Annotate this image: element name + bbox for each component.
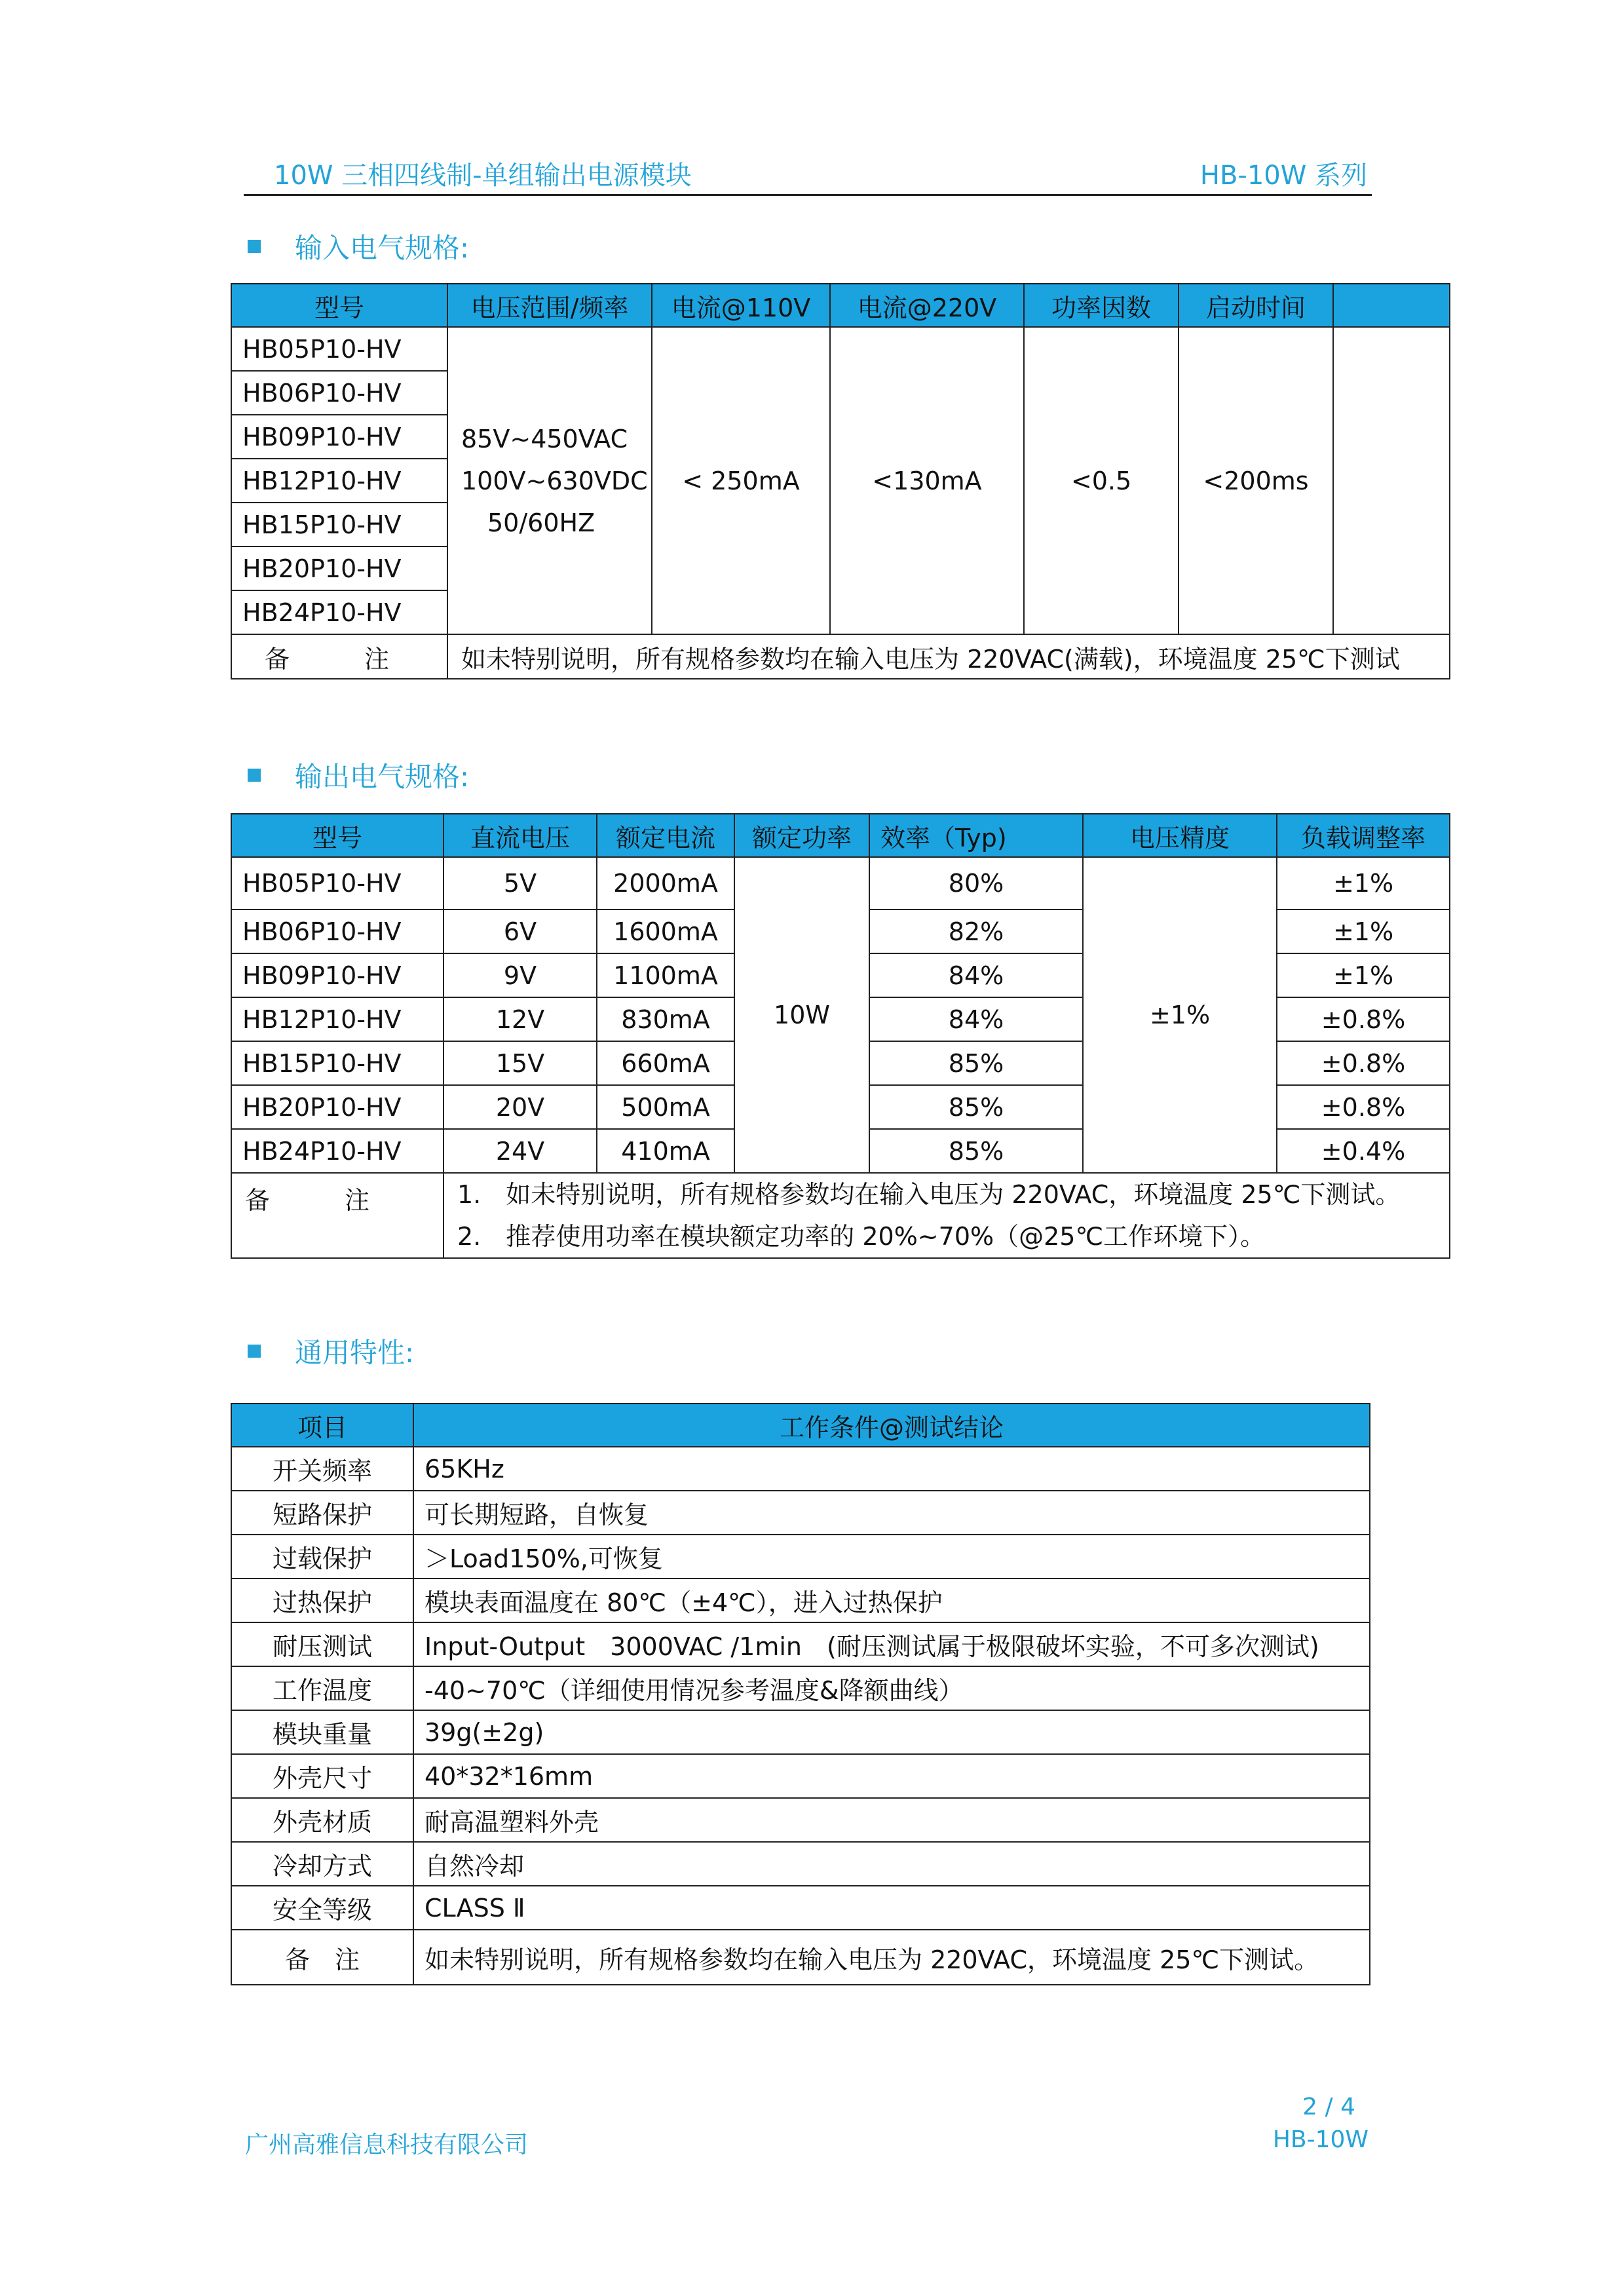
startup-time-cell: <200ms (1179, 327, 1333, 634)
column-header: 项目 (231, 1404, 413, 1447)
voltage-cell: 6V (444, 909, 597, 953)
load-regulation-cell: ±1% (1277, 909, 1450, 953)
current-cell: 830mA (597, 997, 734, 1041)
item-cell: 过载保护 (231, 1535, 413, 1578)
model-cell: HB15P10-HV (231, 503, 447, 546)
value-cell: 如未特别说明，所有规格参数均在输入电压为 220VAC，环境温度 25℃下测试。 (413, 1930, 1370, 1985)
model-cell: HB12P10-HV (231, 997, 444, 1041)
item-cell: 耐压测试 (231, 1622, 413, 1666)
model-cell: HB05P10-HV (231, 327, 447, 371)
header-divider (244, 194, 1372, 196)
model-cell: HB12P10-HV (231, 459, 447, 503)
value-cell: 自然冷却 (413, 1842, 1370, 1886)
load-regulation-cell: ±1% (1277, 857, 1450, 909)
item-cell: 短路保护 (231, 1491, 413, 1535)
current-cell: 500mA (597, 1085, 734, 1129)
voltage-cell: 20V (444, 1085, 597, 1129)
model-cell: HB05P10-HV (231, 857, 444, 909)
item-cell: 外壳尺寸 (231, 1754, 413, 1798)
column-header: 工作条件@测试结论 (413, 1404, 1370, 1447)
input-section-title (248, 227, 469, 266)
bullet-square-icon (248, 1345, 261, 1358)
bullet-square-icon (248, 769, 261, 782)
current-cell: 1100mA (597, 953, 734, 997)
voltage-cell: 5V (444, 857, 597, 909)
table-row (231, 1710, 1370, 1754)
value-cell: 39g(±2g) (413, 1710, 1370, 1754)
model-cell: HB06P10-HV (231, 909, 444, 953)
value-cell: 40*32*16mm (413, 1754, 1370, 1798)
power-factor-cell: <0.5 (1024, 327, 1179, 634)
item-cell: 工作温度 (231, 1666, 413, 1710)
efficiency-cell: 85% (869, 1085, 1083, 1129)
table-row (231, 1578, 1370, 1622)
table-row (231, 1754, 1370, 1798)
efficiency-cell: 82% (869, 909, 1083, 953)
column-header (1333, 284, 1450, 327)
model-cell: HB06P10-HV (231, 371, 447, 415)
voltage-cell: 9V (444, 953, 597, 997)
column-header: 启动时间 (1179, 284, 1333, 327)
current-110-cell: < 250mA (652, 327, 830, 634)
load-regulation-cell: ±1% (1277, 953, 1450, 997)
value-cell: 模块表面温度在 80℃（±4℃），进入过热保护 (413, 1578, 1370, 1622)
model-cell: HB20P10-HV (231, 1085, 444, 1129)
note-row (231, 634, 1450, 679)
efficiency-cell: 85% (869, 1129, 1083, 1173)
rated-power-cell: 10W (734, 857, 869, 1173)
value-cell: 耐高温塑料外壳 (413, 1798, 1370, 1842)
empty-cell (1333, 327, 1450, 634)
note-label: 备 注 (231, 634, 447, 679)
note-row (231, 1173, 1450, 1258)
item-cell: 开关频率 (231, 1447, 413, 1491)
item-cell: 安全等级 (231, 1886, 413, 1930)
note-text: 如未特别说明，所有规格参数均在输入电压为 220VAC(满载)，环境温度 25℃下测试 (447, 634, 1450, 679)
column-header: 电压范围/频率 (447, 284, 652, 327)
current-cell: 660mA (597, 1041, 734, 1085)
table-row (231, 1886, 1370, 1930)
value-cell: CLASS Ⅱ (413, 1886, 1370, 1930)
input-section-title-text: 输入电气规格: (295, 232, 470, 264)
table-row (231, 327, 1450, 371)
voltage-range-cell (447, 327, 652, 634)
input-spec-table (231, 283, 1450, 679)
note-line: 1. 如未特别说明，所有规格参数均在输入电压为 220VAC，环境温度 25℃下测试。 (457, 1180, 1401, 1209)
model-cell: HB09P10-HV (231, 953, 444, 997)
table-row (231, 857, 1450, 909)
series-label: HB-10W 系列 (1199, 161, 1367, 191)
table-row (231, 1535, 1370, 1578)
voltage-accuracy-cell: ±1% (1083, 857, 1277, 1173)
table-row (231, 1622, 1370, 1666)
model-cell: HB15P10-HV (231, 1041, 444, 1085)
value-cell: 可长期短路，自恢复 (413, 1491, 1370, 1535)
column-header: 电流@110V (652, 284, 830, 327)
note-label: 备 注 (231, 1173, 444, 1258)
table-header-row (231, 814, 1450, 857)
item-cell: 过热保护 (231, 1578, 413, 1622)
table-header-row (231, 1404, 1370, 1447)
voltage-range-dc: 100V~630VDC (461, 466, 648, 495)
general-section-title-text: 通用特性: (295, 1337, 415, 1369)
current-cell: 410mA (597, 1129, 734, 1173)
output-section-title-text: 输出电气规格: (295, 761, 470, 793)
footer-company: 广州高雅信息科技有限公司 (245, 2132, 529, 2158)
column-header: 负载调整率 (1277, 814, 1450, 857)
column-header: 电压精度 (1083, 814, 1277, 857)
column-header: 电流@220V (830, 284, 1024, 327)
column-header: 型号 (231, 284, 447, 327)
column-header: 额定电流 (597, 814, 734, 857)
table-row (231, 1930, 1370, 1985)
column-header: 额定功率 (734, 814, 869, 857)
column-header: 直流电压 (444, 814, 597, 857)
load-regulation-cell: ±0.4% (1277, 1129, 1450, 1173)
footer-model: HB-10W (1272, 2126, 1369, 2153)
efficiency-cell: 85% (869, 1041, 1083, 1085)
note-text (444, 1173, 1450, 1258)
current-cell: 1600mA (597, 909, 734, 953)
value-cell: ＞Load150%,可恢复 (413, 1535, 1370, 1578)
item-cell: 模块重量 (231, 1710, 413, 1754)
document-title: 10W 三相四线制-单组输出电源模块 (274, 161, 692, 191)
value-cell: 65KHz (413, 1447, 1370, 1491)
table-row (231, 1491, 1370, 1535)
note-line: 2. 推荐使用功率在模块额定功率的 20%~70%（@25℃工作环境下）。 (457, 1222, 1266, 1251)
column-header: 功率因数 (1024, 284, 1179, 327)
item-cell: 备 注 (231, 1930, 413, 1985)
output-spec-table (231, 813, 1450, 1259)
efficiency-cell: 80% (869, 857, 1083, 909)
efficiency-cell: 84% (869, 953, 1083, 997)
footer-page-number: 2 / 4 (1302, 2094, 1355, 2120)
column-header: 效率（Typ) (869, 814, 1083, 857)
general-section-title (248, 1331, 414, 1371)
table-row (231, 1447, 1370, 1491)
item-cell: 冷却方式 (231, 1842, 413, 1886)
voltage-cell: 15V (444, 1041, 597, 1085)
voltage-cell: 12V (444, 997, 597, 1041)
efficiency-cell: 84% (869, 997, 1083, 1041)
model-cell: HB24P10-HV (231, 1129, 444, 1173)
value-cell: -40~70℃（详细使用情况参考温度&降额曲线） (413, 1666, 1370, 1710)
model-cell: HB20P10-HV (231, 546, 447, 590)
model-cell: HB09P10-HV (231, 415, 447, 459)
load-regulation-cell: ±0.8% (1277, 1085, 1450, 1129)
frequency: 50/60HZ (487, 508, 595, 537)
current-cell: 2000mA (597, 857, 734, 909)
item-cell: 外壳材质 (231, 1798, 413, 1842)
value-cell: Input-Output 3000VAC /1min (耐压测试属于极限破坏实验，不可多次测试) (413, 1622, 1370, 1666)
voltage-cell: 24V (444, 1129, 597, 1173)
column-header: 型号 (231, 814, 444, 857)
load-regulation-cell: ±0.8% (1277, 997, 1450, 1041)
table-row (231, 1798, 1370, 1842)
current-220-cell: <130mA (830, 327, 1024, 634)
load-regulation-cell: ±0.8% (1277, 1041, 1450, 1085)
table-row (231, 1666, 1370, 1710)
output-section-title (248, 756, 469, 795)
table-row (231, 1842, 1370, 1886)
bullet-square-icon (248, 240, 261, 253)
model-cell: HB24P10-HV (231, 590, 447, 634)
voltage-range-ac: 85V~450VAC (461, 424, 628, 453)
general-spec-table (231, 1403, 1370, 1985)
table-header-row (231, 284, 1450, 327)
